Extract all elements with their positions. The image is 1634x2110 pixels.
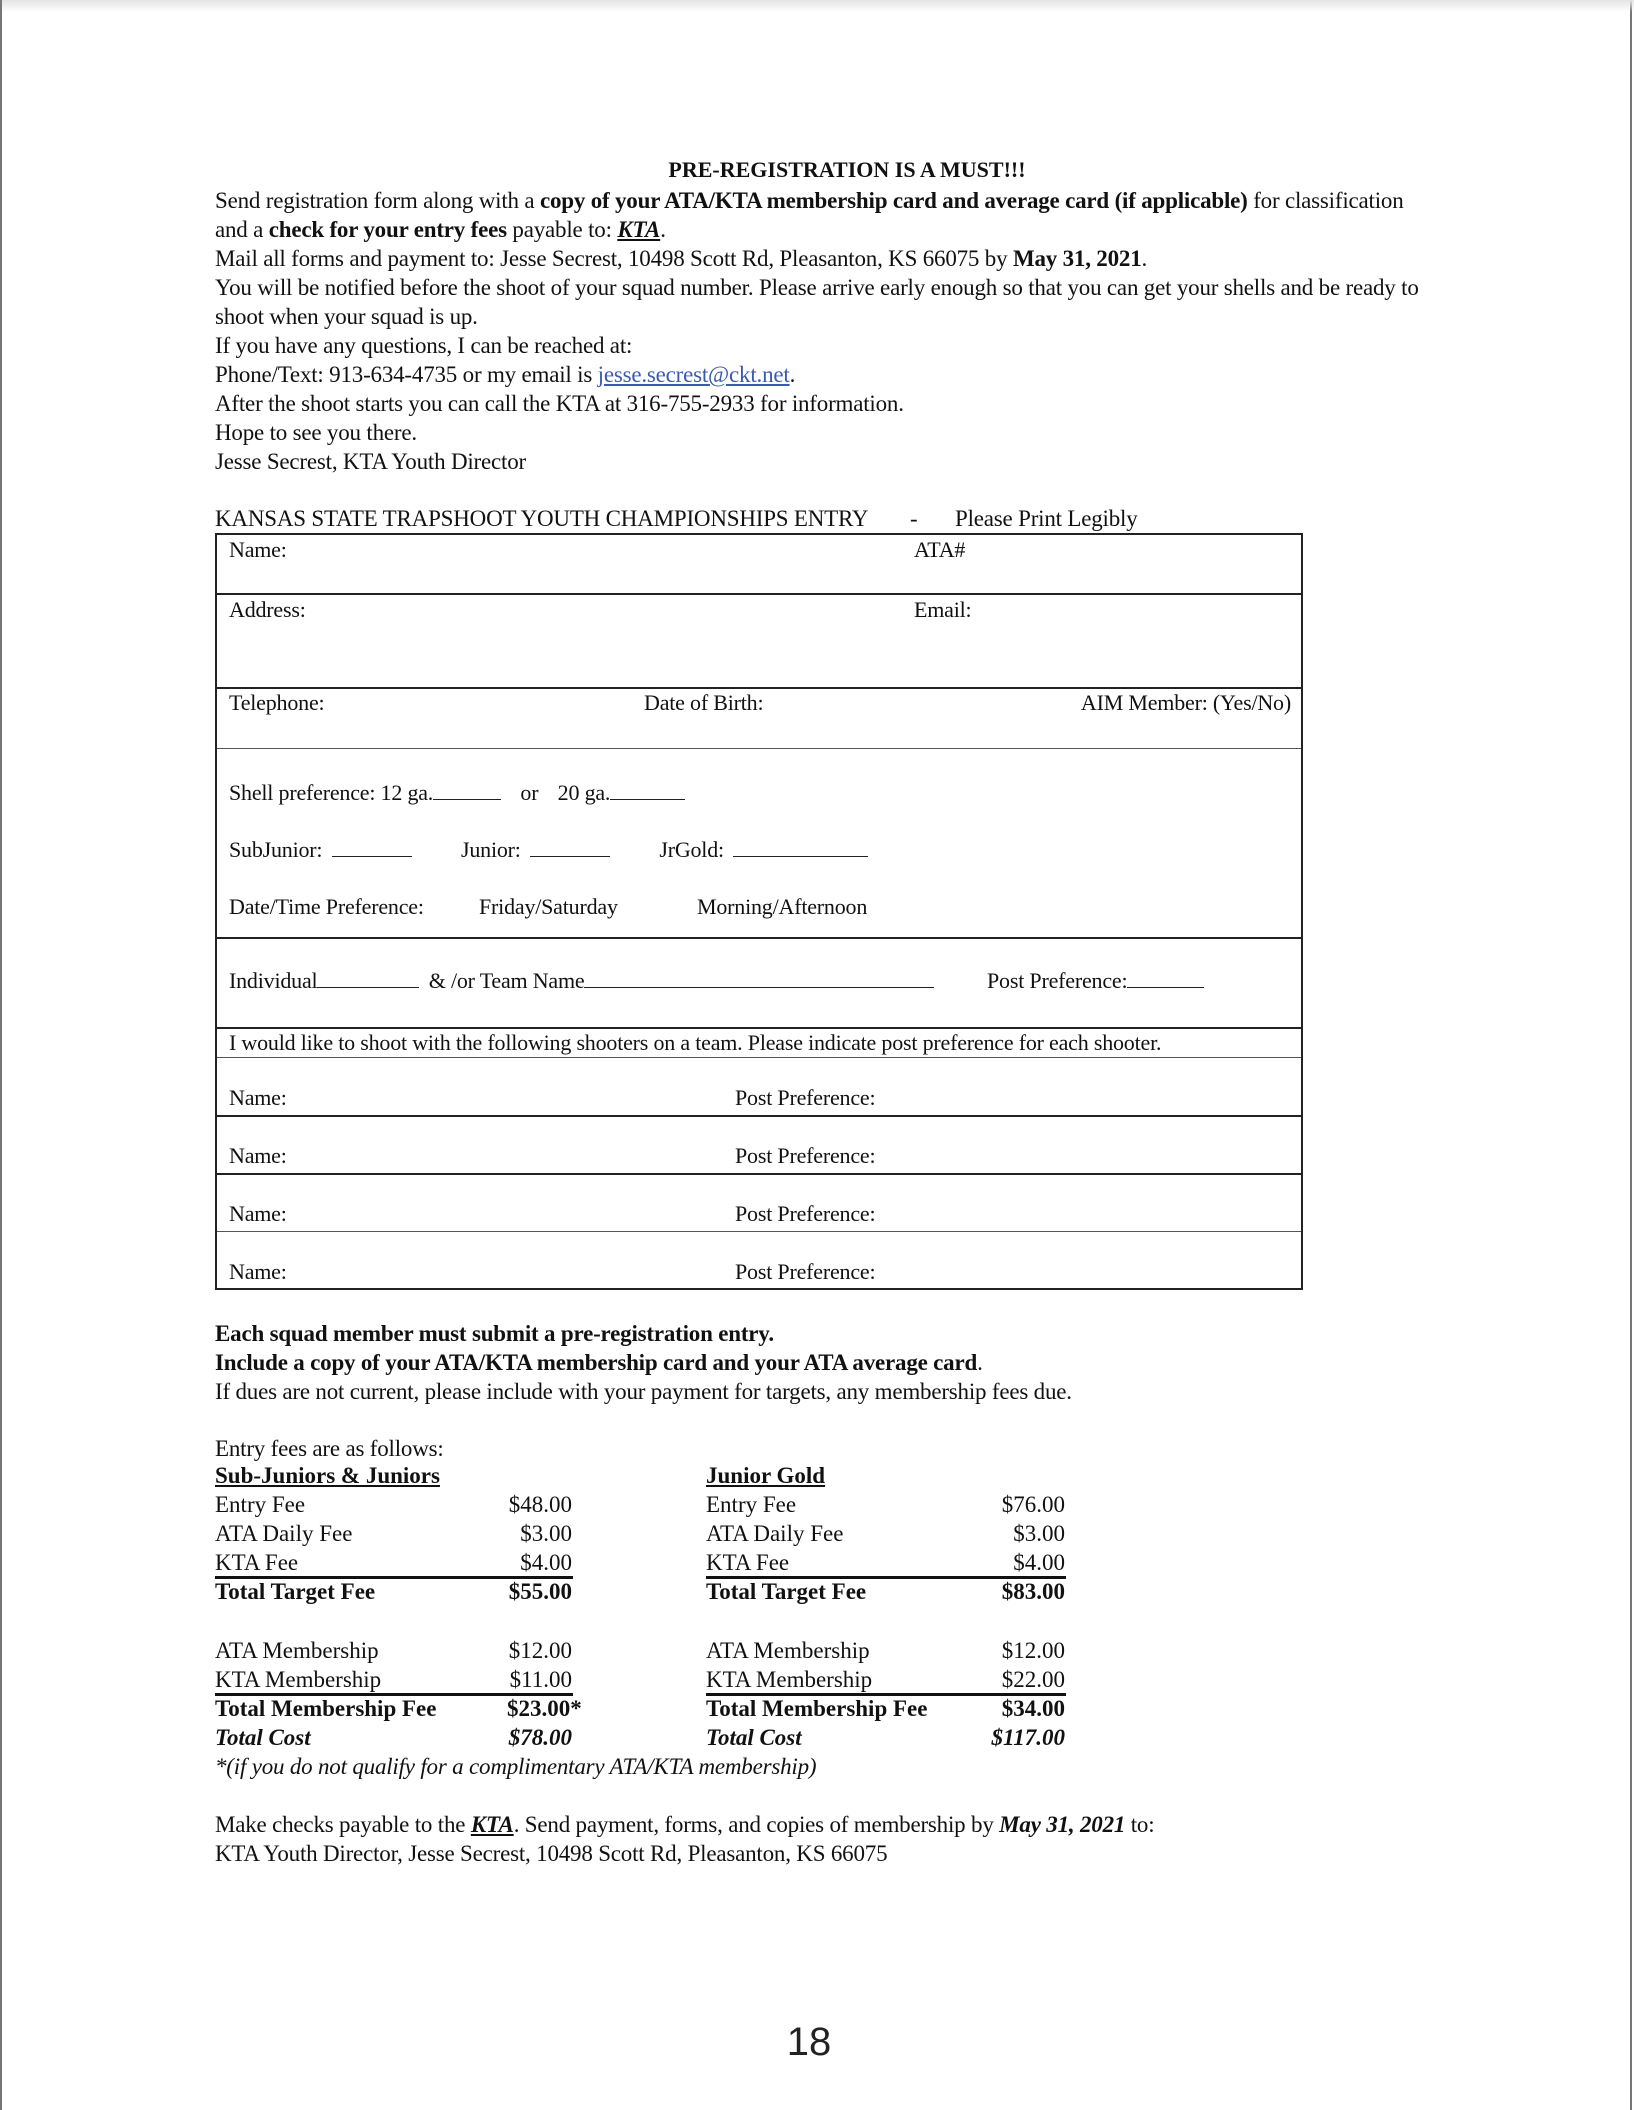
form-divider [217,593,1301,595]
shooter-2-name-field[interactable] [229,1143,287,1169]
ata-membership-label: ATA Membership [706,1638,870,1663]
total-cost-label: Total Cost [215,1725,311,1750]
shooter-3-name-field[interactable] [229,1201,287,1227]
form-divider [217,1173,1301,1175]
shooter-name-label: Name: [229,1201,287,1226]
form-divider [217,1027,1301,1029]
junior-blank[interactable] [530,838,610,857]
entry-fee-amount: $76.00 [1001,1492,1065,1517]
total-membership-fee-amount: $34.00 [1001,1696,1065,1721]
entry-fee-label: Entry Fee [215,1492,306,1517]
total-target-fee-amount: $55.00 [508,1579,572,1604]
individual-label: Individual [229,968,318,993]
closing-text: . Send payment, forms, and copies of membership by [513,1812,1000,1837]
fee-group-heading: Sub-Juniors & Juniors [215,1463,440,1488]
shooter-3-post-field[interactable] [735,1201,875,1227]
intro-line-5: shoot when your squad is up. [215,304,478,329]
intro-line-8: After the shoot starts you can call the KTA at 316-755-2933 for information. [215,391,904,416]
ata-number-label: ATA# [914,537,966,562]
kta-fee-amount: $4.00 [1013,1550,1065,1575]
kta-fee-label: KTA Fee [215,1550,299,1575]
jrgold-label: JrGold: [659,837,724,862]
entry-fee-amount: $48.00 [508,1492,572,1517]
shooter-post-label: Post Preference: [735,1085,876,1110]
intro-line-10: Jesse Secrest, KTA Youth Director [215,449,526,474]
form-divider [217,1115,1301,1117]
post-preference-blank[interactable] [1127,969,1204,988]
shooter-name-label: Name: [229,1143,287,1168]
page-number: 18 [786,2020,832,2064]
form-heading-note: Please Print Legibly [955,506,1138,531]
intro-text: Mail all forms and payment to: Jesse Secrest, 10498 Scott Rd, Pleasanton, KS 66075 by [215,246,1013,271]
shell-or-label: or [520,780,539,805]
kta-membership-label: KTA Membership [706,1667,873,1692]
intro-text: and a [215,217,269,242]
payee-name: KTA [617,217,661,242]
kta-fee-amount: $4.00 [520,1550,572,1575]
intro-line-4: You will be notified before the shoot of your squad number. Please arrive early enough so that you can get your shells and be ready to [215,275,1419,300]
closing-address: KTA Youth Director, Jesse Secrest, 10498 Scott Rd, Pleasanton, KS 66075 [215,1841,888,1866]
telephone-field[interactable] [229,690,324,716]
intro-text: . [789,362,796,387]
subjunior-label: SubJunior: [229,837,323,862]
individual-blank[interactable] [317,969,419,988]
total-target-fee-label: Total Target Fee [706,1579,867,1604]
total-membership-fee-amount: $23.00* [507,1696,582,1721]
datetime-label: Date/Time Preference: [229,894,424,919]
total-cost-amount: $78.00 [508,1725,572,1750]
total-membership-fee-label: Total Membership Fee [215,1696,437,1721]
dues-note: If dues are not current, please include with your payment for targets, any membership fees due. [215,1379,1072,1404]
name-field[interactable] [229,537,287,563]
total-membership-fee-label: Total Membership Fee [706,1696,928,1721]
name-label: Name: [229,537,287,562]
address-field[interactable] [229,597,306,623]
kta-fee-label: KTA Fee [706,1550,790,1575]
form-divider [217,1057,1301,1058]
squad-note: Each squad member must submit a pre-registration entry. [215,1321,774,1346]
telephone-label: Telephone: [229,690,325,715]
day-options[interactable]: Friday/Saturday [479,894,618,919]
total-target-fee-amount: $83.00 [1001,1579,1065,1604]
jrgold-blank[interactable] [733,838,868,857]
shooter-4-post-field[interactable] [735,1259,875,1285]
closing-line-1 [215,1810,1154,1839]
payee-name: KTA [470,1812,514,1837]
email-link[interactable]: jesse.secrest@ckt.net [597,362,790,387]
intro-line-6: If you have any questions, I can be reached at: [215,333,633,358]
individual-team-row [229,968,934,994]
email-label: Email: [914,597,972,622]
intro-bold-text: check for your entry fees [268,217,507,242]
address-label: Address: [229,597,306,622]
shell-12ga-blank[interactable] [433,781,501,800]
shooter-post-label: Post Preference: [735,1201,876,1226]
closing-text: to: [1125,1812,1155,1837]
post-preference-row [987,968,1204,994]
page-top-shadow [2,0,1634,12]
fee-group-heading: Junior Gold [706,1463,826,1488]
kta-membership-label: KTA Membership [215,1667,382,1692]
intro-text: . [1141,246,1148,271]
shell-preference-row [229,780,685,806]
shooter-4-name-field[interactable] [229,1259,287,1285]
form-divider [217,687,1301,689]
form-heading-separator: - [910,506,918,531]
classification-row [229,837,868,863]
ata-membership-amount: $12.00 [1001,1638,1065,1663]
shooter-name-label: Name: [229,1085,287,1110]
form-divider [217,937,1301,939]
ata-number-field[interactable] [914,537,965,563]
deadline-date: May 31, 2021 [1012,246,1142,271]
time-options[interactable]: Morning/Afternoon [697,894,868,919]
intro-line-1 [215,186,1404,215]
kta-membership-amount: $11.00 [509,1667,572,1692]
intro-line-3 [215,244,1147,273]
total-target-fee-label: Total Target Fee [215,1579,376,1604]
intro-line-7 [215,360,795,389]
shooter-1-post-field[interactable] [735,1085,875,1111]
shell-12ga-label: Shell preference: 12 ga. [229,780,434,805]
subjunior-blank[interactable] [332,838,412,857]
ata-daily-fee-label: ATA Daily Fee [706,1521,844,1546]
form-heading: KANSAS STATE TRAPSHOOT YOUTH CHAMPIONSHIPS ENTRY [215,506,869,531]
total-cost-amount: $117.00 [991,1725,1065,1750]
shell-20ga-label: 20 ga. [557,780,611,805]
page-title: PRE-REGISTRATION IS A MUST!!! [668,157,1026,182]
deadline-date: May 31, 2021 [999,1812,1126,1837]
entry-form [215,533,1303,1290]
include-copy-text: Include a copy of your ATA/KTA membership card and your ATA average card [215,1350,978,1375]
entry-fee-label: Entry Fee [706,1492,797,1517]
ata-daily-fee-amount: $3.00 [520,1521,572,1546]
intro-text: payable to: [506,217,618,242]
ata-daily-fee-label: ATA Daily Fee [215,1521,353,1546]
note-text: . [977,1350,983,1375]
junior-label: Junior: [460,837,521,862]
shooter-post-label: Post Preference: [735,1259,876,1284]
shooter-post-label: Post Preference: [735,1143,876,1168]
ata-membership-label: ATA Membership [215,1638,379,1663]
post-preference-label: Post Preference: [987,968,1128,993]
intro-text: Send registration form along with a [215,188,540,213]
date-of-birth-field[interactable] [644,690,763,716]
form-divider [217,748,1301,749]
team-instructions: I would like to shoot with the following shooters on a team. Please indicate post preference for each shooter. [229,1030,1162,1055]
form-divider [217,1231,1301,1232]
shooter-2-post-field[interactable] [735,1143,875,1169]
ata-daily-fee-amount: $3.00 [1013,1521,1065,1546]
intro-line-2 [215,215,666,244]
shooter-1-name-field[interactable] [229,1085,287,1111]
fees-intro: Entry fees are as follows: [215,1436,444,1461]
shooter-name-label: Name: [229,1259,287,1284]
ata-membership-amount: $12.00 [508,1638,572,1663]
date-of-birth-label: Date of Birth: [644,690,764,715]
team-name-label: & /or Team Name [428,968,585,993]
aim-member-field[interactable] [1081,690,1291,716]
intro-bold-text: copy of your ATA/KTA membership card and average card (if applicable) [539,188,1248,213]
membership-footnote: *(if you do not qualify for a complimentary ATA/KTA membership) [215,1754,817,1779]
shell-20ga-blank[interactable] [610,781,685,800]
intro-text: . [660,217,666,242]
closing-text: Make checks payable to the [215,1812,471,1837]
kta-membership-amount: $22.00 [1001,1667,1065,1692]
email-field[interactable] [914,597,971,623]
aim-member-label: AIM Member: (Yes/No) [1080,690,1291,715]
team-name-blank[interactable] [584,969,934,988]
intro-text: for classification [1247,188,1404,213]
intro-line-9: Hope to see you there. [215,420,417,445]
intro-text: Phone/Text: 913-634-4735 or my email is [215,362,598,387]
include-copy-note [215,1348,983,1377]
total-cost-label: Total Cost [706,1725,802,1750]
